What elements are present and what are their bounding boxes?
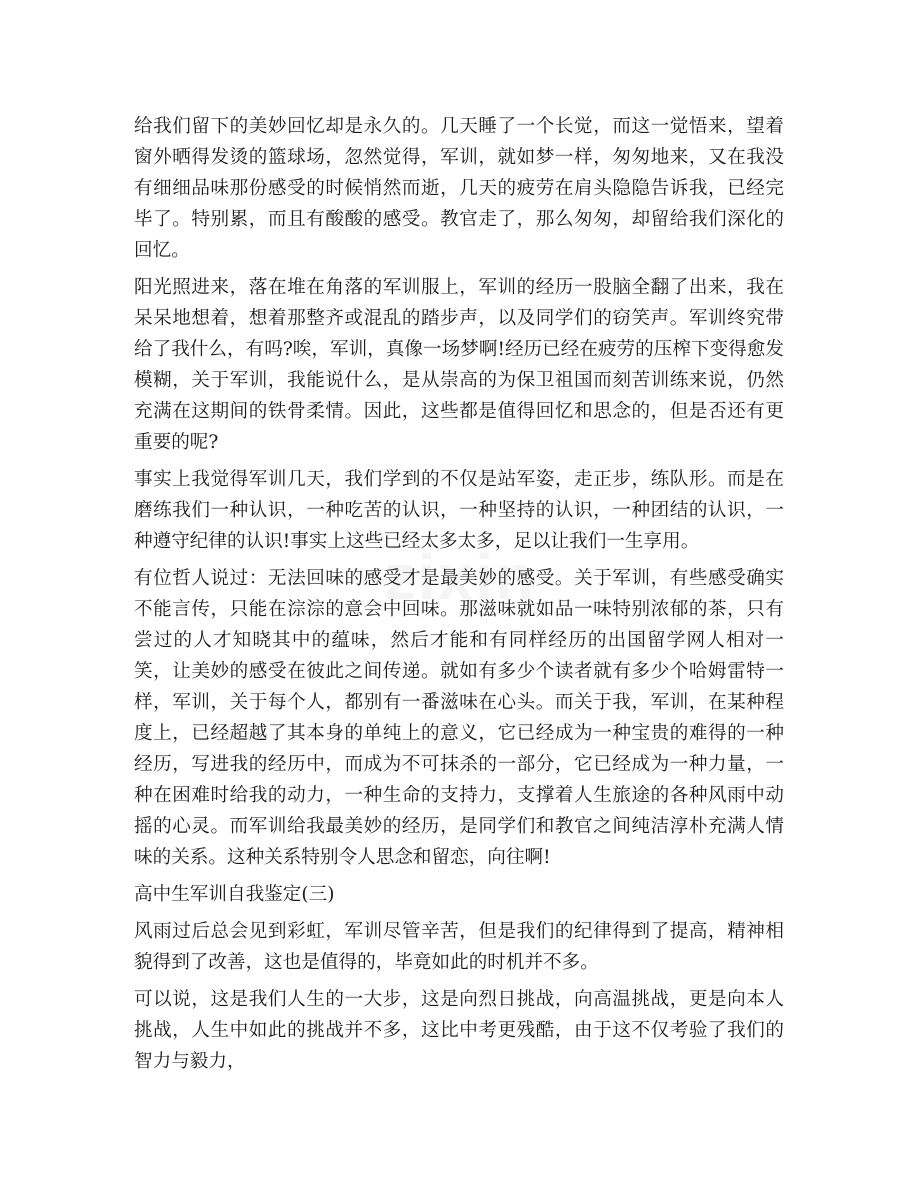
paragraph-3: 事实上我觉得军训几天，我们学到的不仅是站军姿，走正步，练队形。而是在磨练我们一种认识，一种吃苦的认识，一种坚持的认识，一种团结的认识，一种遵守纪律的认识!事实上这些已经太多太多，足以让我们一生享用。 <box>134 469 784 552</box>
watermark-logo: zixin <box>383 541 537 613</box>
paragraph-2: 阳光照进来，落在堆在角落的军训服上，军训的经历一股脑全翻了出来，我在呆呆地想着，想着那整齐或混乱的踏步声，以及同学们的窃笑声。军训终究带给了我什么，有吗?唉，军训，真像一场梦啊!经历已经在疲劳的压榨下变得愈发模糊，关于军训，我能说什么，是从崇高的为保卫祖国而刻苦训练来说，仍然充满在这期间的铁骨柔情。因此，这些都是值得回忆和思念的，但是否还有更重要的呢? <box>134 277 784 453</box>
document-body <box>134 111 784 1083</box>
section-heading: 高中生军训自我鉴定(三) <box>134 884 335 905</box>
paragraph-5: 风雨过后总会见到彩虹，军训尽管辛苦，但是我们的纪律得到了提高，精神相貌得到了改善，这也是值得的，毕竟如此的时机并不多。 <box>134 921 784 973</box>
paragraph-4: 有位哲人说过：无法回味的感受才是最美妙的感受。关于军训，有些感受确实不能言传，只能在淙淙的意会中回味。那滋味就如品一味特别浓郁的茶，只有尝过的人才知晓其中的蕴味，然后才能和有同样经历的出国留学网人相对一笑，让美妙的感受在彼此之间传递。就如有多少个读者就有多少个哈姆雷特一样，军训，关于每个人，都别有一番滋味在心头。而关于我，军训，在某种程度上，已经超越了其本身的单纯上的意义，它已经成为一种宝贵的难得的一种经历，写进我的经历中，而成为不可抹杀的一部分，它已经成为一种力量，一种在困难时给我的动力，一种生命的支持力，支撑着人生旅途的各种风雨中动摇的心灵。而军训给我最美妙的经历，是同学们和教官之间纯洁淳朴充满人情味的关系。这种关系特别令人思念和留恋，向往啊! <box>134 568 784 868</box>
paragraph-1: 给我们留下的美妙回忆却是永久的。几天睡了一个长觉，而这一觉悟来，望着窗外晒得发烫的篮球场，忽然觉得，军训，就如梦一样，匆匆地来，又在我没有细细品味那份感受的时候悄然而逝，几天的疲劳在肩头隐隐告诉我，已经完毕了。特别累，而且有酸酸的感受。教官走了，那么匆匆，却留给我们深化的回忆。 <box>134 116 784 261</box>
paragraph-6: 可以说，这是我们人生的一大步，这是向烈日挑战，向高温挑战，更是向本人挑战，人生中如此的挑战并不多，这比中考更残酷，由于这不仅考验了我们的智力与毅力， <box>134 989 784 1072</box>
